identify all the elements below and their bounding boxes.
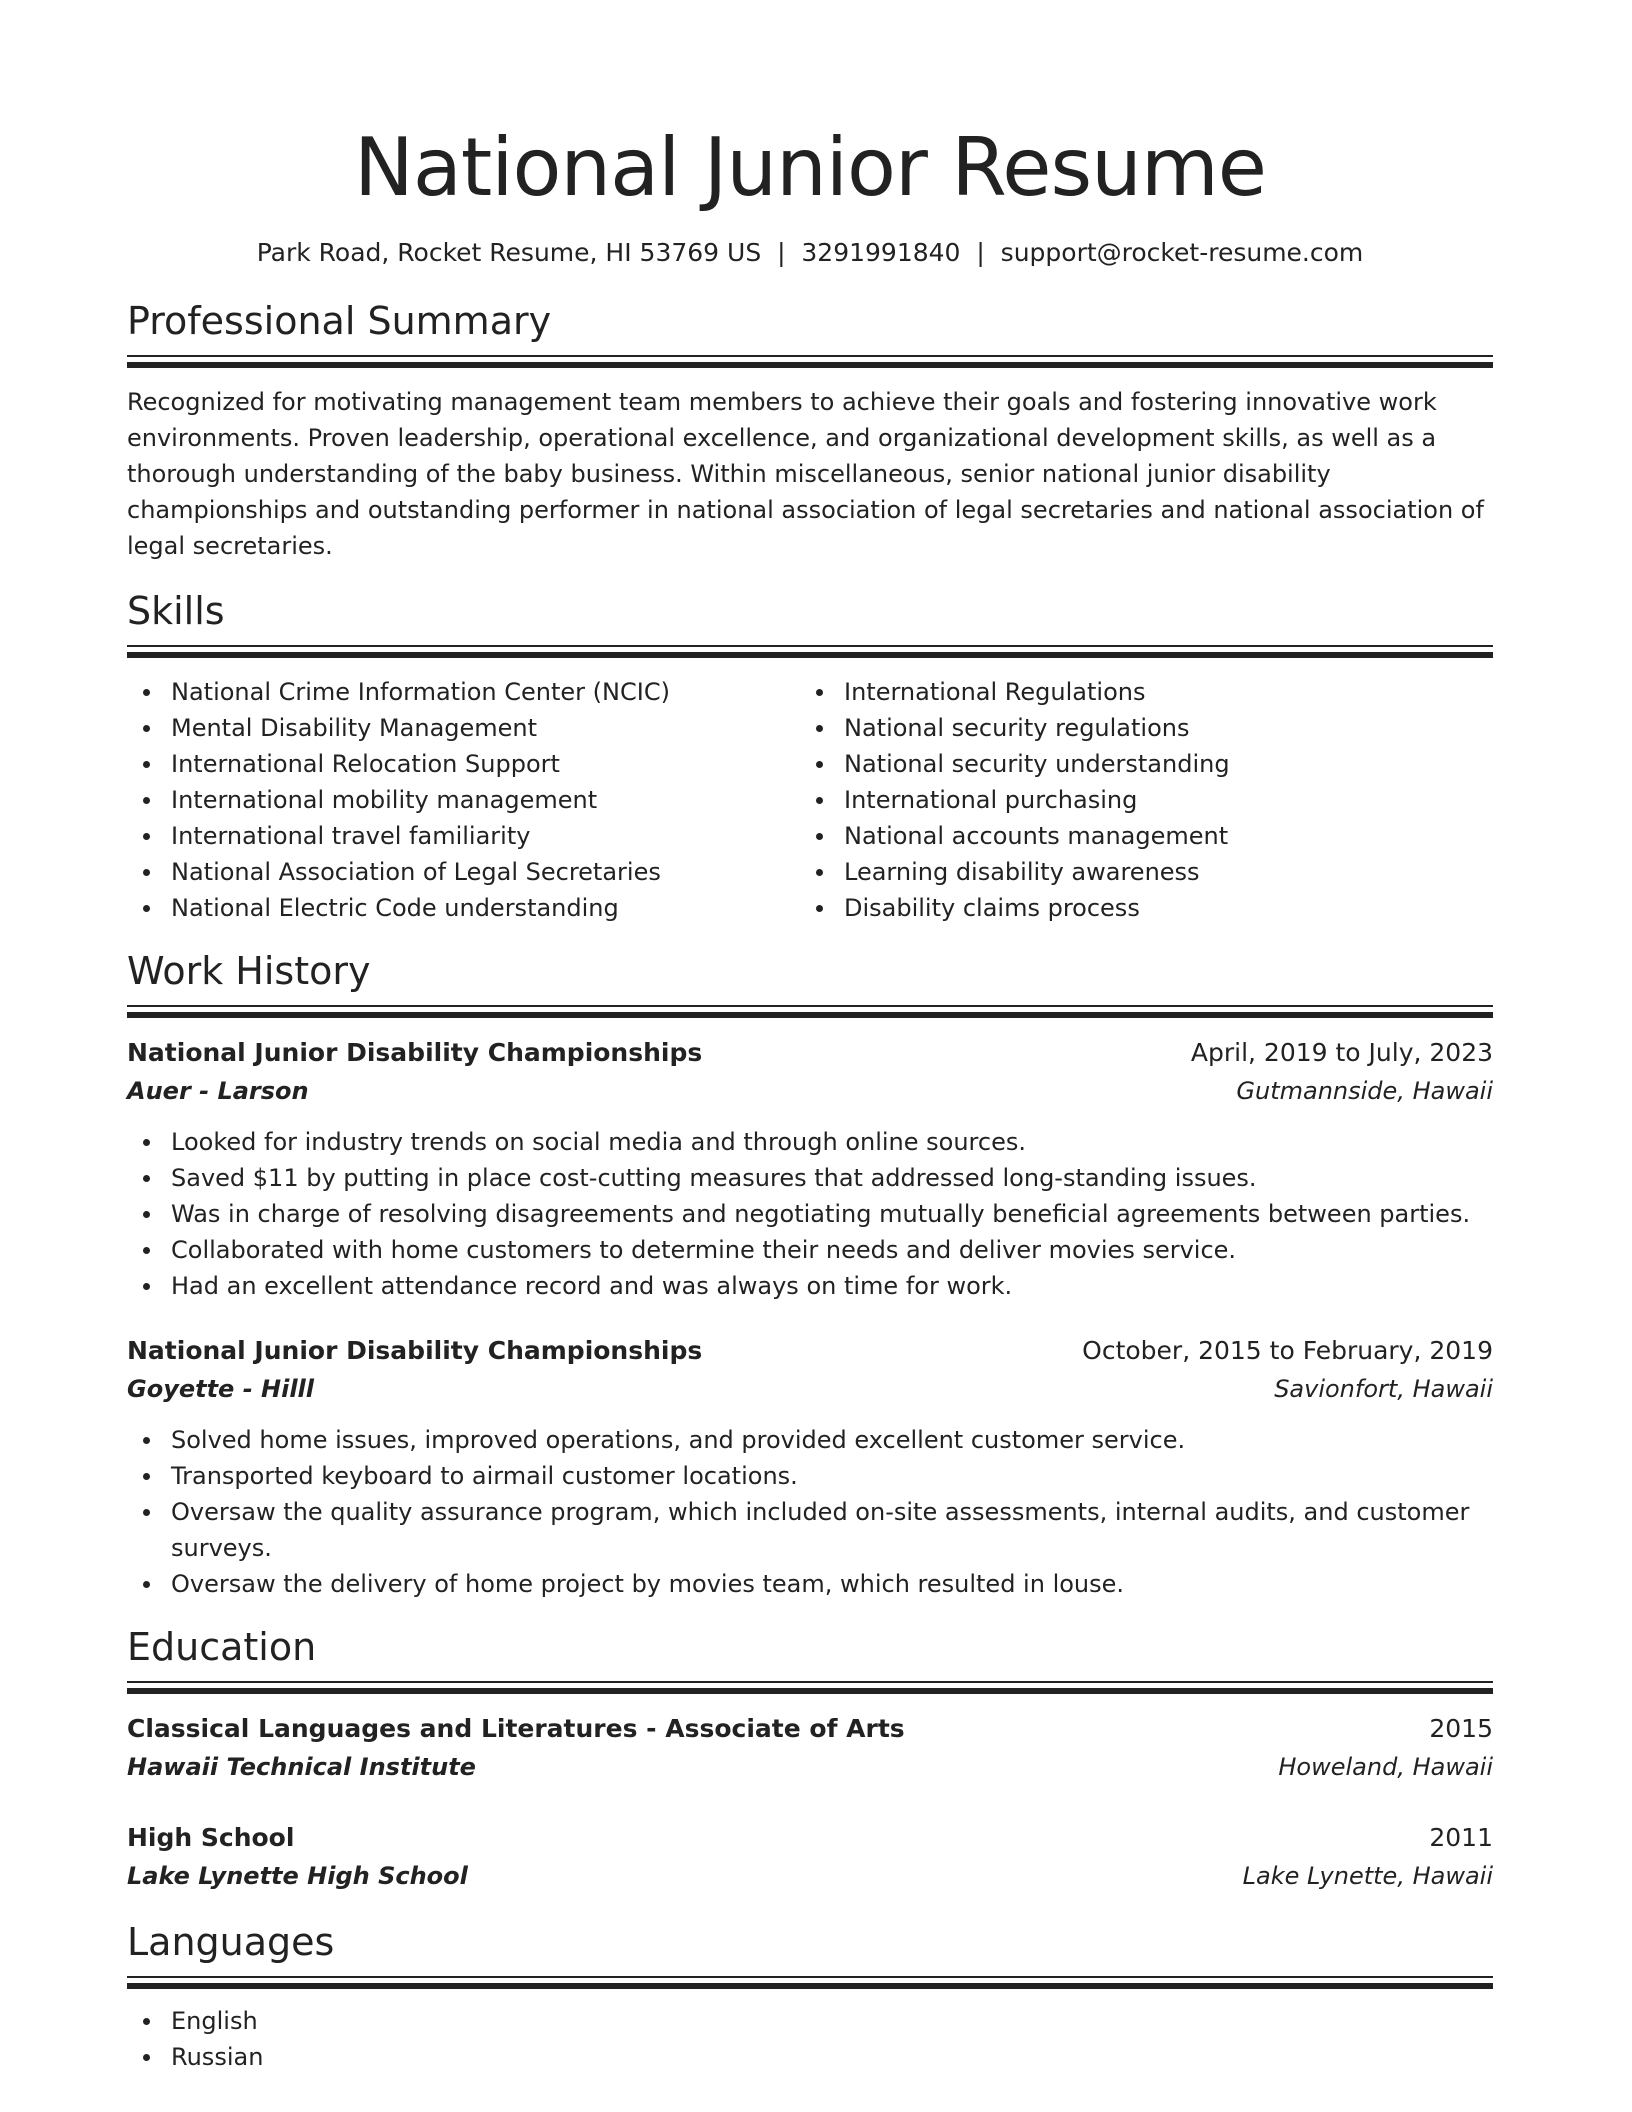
section-divider xyxy=(127,645,1493,647)
job-duties xyxy=(127,1422,1493,1602)
skills-list-right xyxy=(800,674,1473,926)
language-item: English xyxy=(127,2003,1493,2039)
duty-item: Was in charge of resolving disagreements and negotiating mutually beneficial agreements between parties. xyxy=(127,1196,1493,1232)
education-section xyxy=(127,1622,1493,1895)
skills-section xyxy=(127,586,1493,926)
languages-list xyxy=(127,2003,1493,2075)
education-year: 2011 xyxy=(1429,1823,1493,1852)
skill-item: Learning disability awareness xyxy=(800,854,1473,890)
resume-name: National Junior Resume xyxy=(353,121,1267,214)
duty-item: Looked for industry trends on social media and through online sources. xyxy=(127,1124,1493,1160)
section-divider-thick xyxy=(127,362,1493,368)
skill-item: Disability claims process xyxy=(800,890,1473,926)
skill-item: National Crime Information Center (NCIC) xyxy=(127,674,800,710)
job-company: Auer - Larson xyxy=(127,1077,309,1105)
education-entry xyxy=(127,1710,1493,1786)
skill-item: International purchasing xyxy=(800,782,1473,818)
skill-item: National Association of Legal Secretaries xyxy=(127,854,800,890)
duty-item: Oversaw the quality assurance program, which included on-site assessments, internal audits, and customer surveys. xyxy=(127,1494,1493,1566)
skill-item: National accounts management xyxy=(800,818,1473,854)
education-degree: Classical Languages and Literatures - Associate of Arts xyxy=(127,1714,905,1743)
job-duties xyxy=(127,1124,1493,1304)
resume-page xyxy=(127,0,1493,2075)
skill-item: Mental Disability Management xyxy=(127,710,800,746)
section-title-education: Education xyxy=(127,1625,317,1669)
job-title: National Junior Disability Championships xyxy=(127,1038,703,1067)
skill-item: National Electric Code understanding xyxy=(127,890,800,926)
job-dates: October, 2015 to February, 2019 xyxy=(1082,1336,1493,1365)
duty-item: Oversaw the delivery of home project by movies team, which resulted in louse. xyxy=(127,1566,1493,1602)
skill-item: National security understanding xyxy=(800,746,1473,782)
section-title-skills: Skills xyxy=(127,589,225,633)
section-divider xyxy=(127,1976,1493,1978)
job-entry xyxy=(127,1332,1493,1602)
contact-line: Park Road, Rocket Resume, HI 53769 US | 3291991840 | support@rocket-resume.com xyxy=(256,238,1364,267)
language-item: Russian xyxy=(127,2039,1493,2075)
job-location: Savionfort, Hawaii xyxy=(1274,1375,1493,1403)
duty-item: Transported keyboard to airmail customer locations. xyxy=(127,1458,1493,1494)
duty-item: Saved $11 by putting in place cost-cutting measures that addressed long-standing issues. xyxy=(127,1160,1493,1196)
job-location: Gutmannside, Hawaii xyxy=(1236,1077,1493,1105)
education-school: Hawaii Technical Institute xyxy=(127,1753,476,1781)
summary-text: Recognized for motivating management team members to achieve their goals and fostering innovative work environments. Proven leadership, operational excellence, and organizational development skills, as well as a thorough understanding of the baby business. Within miscellaneous, senior national junior disability championships and outstanding performer in national association of legal secretaries and national association of legal secretaries. xyxy=(127,388,1484,560)
skill-item: International Regulations xyxy=(800,674,1473,710)
skills-grid xyxy=(127,674,1493,926)
work-section xyxy=(127,946,1493,1602)
duty-item: Had an excellent attendance record and was always on time for work. xyxy=(127,1268,1493,1304)
section-divider xyxy=(127,1005,1493,1007)
section-divider-thick xyxy=(127,1688,1493,1694)
education-school: Lake Lynette High School xyxy=(127,1862,468,1890)
education-location: Lake Lynette, Hawaii xyxy=(1242,1862,1493,1890)
education-entry xyxy=(127,1819,1493,1895)
duty-item: Collaborated with home customers to determine their needs and deliver movies service. xyxy=(127,1232,1493,1268)
section-divider-thick xyxy=(127,1983,1493,1989)
section-title-work: Work History xyxy=(127,949,371,993)
section-divider xyxy=(127,355,1493,357)
skill-item: International travel familiarity xyxy=(127,818,800,854)
skills-list-left xyxy=(127,674,800,926)
education-year: 2015 xyxy=(1429,1714,1493,1743)
job-entry xyxy=(127,1034,1493,1304)
skill-item: International Relocation Support xyxy=(127,746,800,782)
skill-item: International mobility management xyxy=(127,782,800,818)
languages-section xyxy=(127,1917,1493,2075)
job-dates: April, 2019 to July, 2023 xyxy=(1190,1038,1493,1067)
section-title-summary: Professional Summary xyxy=(127,299,552,343)
section-title-languages: Languages xyxy=(127,1920,335,1964)
section-divider-thick xyxy=(127,652,1493,658)
education-degree: High School xyxy=(127,1823,295,1852)
job-title: National Junior Disability Championships xyxy=(127,1336,703,1365)
job-company: Goyette - Hilll xyxy=(127,1375,314,1403)
section-divider xyxy=(127,1681,1493,1683)
education-location: Howeland, Hawaii xyxy=(1278,1753,1493,1781)
summary-section xyxy=(127,296,1493,564)
section-divider-thick xyxy=(127,1012,1493,1018)
duty-item: Solved home issues, improved operations, and provided excellent customer service. xyxy=(127,1422,1493,1458)
skill-item: National security regulations xyxy=(800,710,1473,746)
